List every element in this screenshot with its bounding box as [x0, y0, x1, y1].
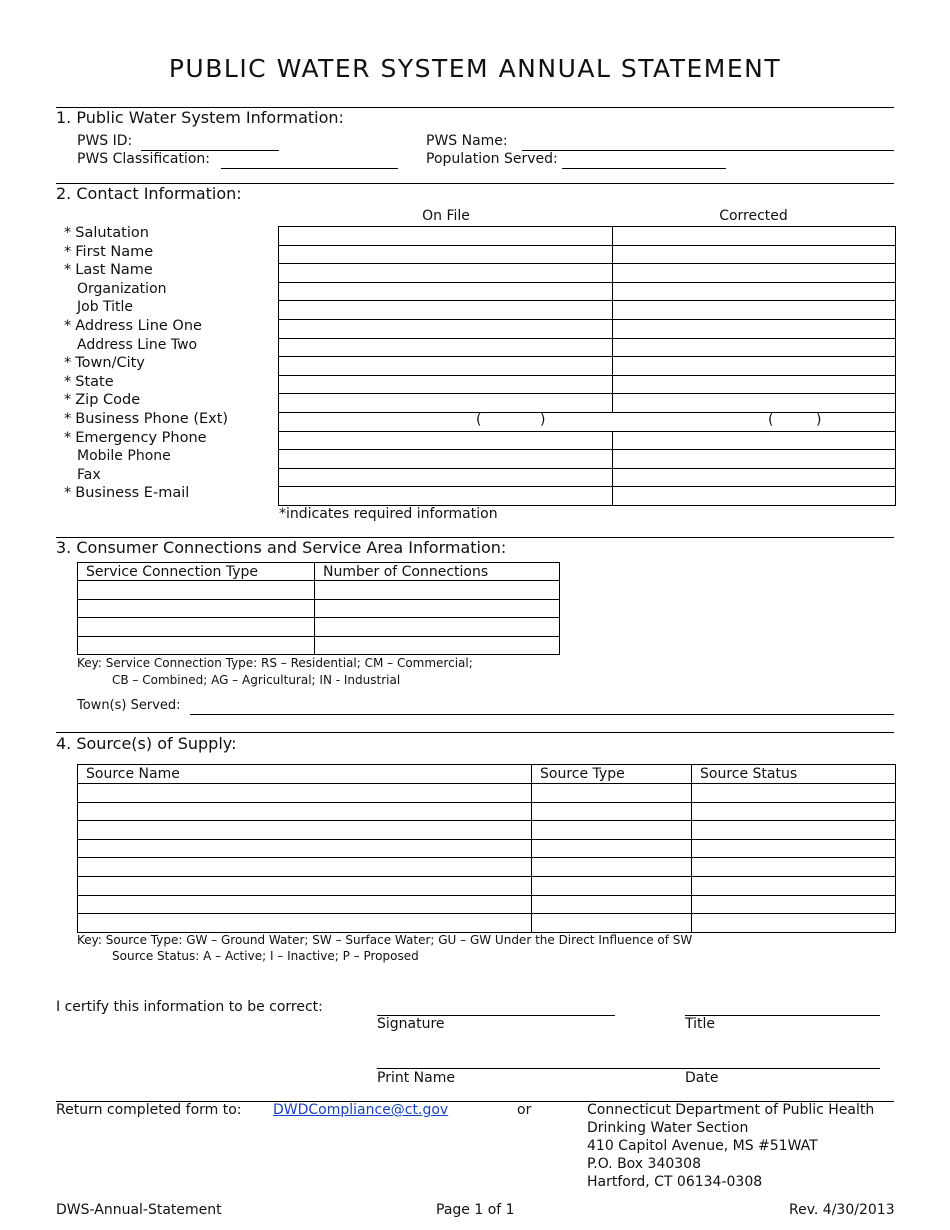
contact-on-file-cell[interactable] — [279, 412, 613, 431]
contact-corrected-cell[interactable] — [613, 301, 896, 320]
contact-on-file-cell[interactable] — [279, 301, 613, 320]
contact-row — [279, 412, 896, 431]
source-type-cell[interactable] — [532, 802, 692, 821]
source-row — [78, 784, 896, 803]
contact-row — [279, 394, 896, 413]
source-row — [78, 858, 896, 877]
contact-corrected-cell[interactable] — [613, 412, 896, 431]
contact-label-text: Business Phone (Ext) — [75, 411, 229, 427]
contact-label-text: First Name — [75, 243, 154, 260]
number-of-connections-header: Number of Connections — [315, 563, 560, 581]
contact-on-file-cell[interactable] — [279, 264, 613, 283]
source-name-cell[interactable] — [78, 821, 532, 840]
contact-label-text: Job Title — [77, 299, 134, 316]
contact-row — [279, 450, 896, 469]
connection-type-cell[interactable] — [78, 599, 315, 618]
address-line: P.O. Box 340308 — [587, 1156, 701, 1172]
contact-row — [279, 227, 896, 246]
source-name-cell[interactable] — [78, 784, 532, 803]
revision-date: Rev. 4/30/2013 — [789, 1202, 895, 1218]
form-id: DWS-Annual-Statement — [56, 1202, 222, 1218]
service-connection-type-header: Service Connection Type — [78, 563, 315, 581]
towns-served-label: Town(s) Served: — [77, 698, 181, 713]
connection-count-cell[interactable] — [315, 636, 560, 655]
contact-label-emergency-phone — [64, 430, 207, 446]
required-footnote: *indicates required information — [279, 506, 498, 522]
section-4-heading: 4. Source(s) of Supply: — [56, 734, 237, 753]
source-type-cell[interactable] — [532, 821, 692, 840]
pws-classification-field[interactable] — [221, 168, 398, 169]
certification-statement: I certify this information to be correct: — [56, 999, 323, 1015]
extension-parenthesis: ) — [816, 412, 822, 428]
contact-on-file-cell[interactable] — [279, 282, 613, 301]
source-type-cell[interactable] — [532, 839, 692, 858]
source-row — [78, 876, 896, 895]
source-type-key: Key: Source Type: GW – Ground Water; SW – Surface Water; GU – GW Under the Direct Influence of SW — [77, 933, 693, 947]
source-type-cell[interactable] — [532, 895, 692, 914]
pws-id-label: PWS ID: — [77, 133, 133, 149]
contact-on-file-cell[interactable] — [279, 357, 613, 376]
contact-information-table — [278, 226, 896, 506]
source-type-header: Source Type — [532, 765, 692, 784]
contact-label-zip-code — [64, 392, 140, 408]
source-name-header: Source Name — [78, 765, 532, 784]
required-marker: * — [64, 429, 72, 446]
contact-label-state — [64, 374, 114, 390]
pws-name-field[interactable] — [522, 150, 894, 151]
connection-row — [78, 581, 560, 600]
required-marker: * — [64, 262, 72, 279]
email-link[interactable]: DWDCompliance@ct.gov — [273, 1102, 449, 1118]
source-row — [78, 821, 896, 840]
contact-on-file-cell[interactable] — [279, 245, 613, 264]
connection-count-cell[interactable] — [315, 599, 560, 618]
source-status-cell[interactable] — [692, 895, 896, 914]
contact-label-text: Last Name — [75, 262, 153, 279]
connection-count-cell[interactable] — [315, 618, 560, 637]
source-name-cell[interactable] — [78, 876, 532, 895]
contact-label-text: Town/City — [75, 355, 145, 372]
source-status-cell[interactable] — [692, 858, 896, 877]
source-row — [78, 895, 896, 914]
contact-row — [279, 487, 896, 506]
contact-label-text: Mobile Phone — [77, 448, 171, 465]
contact-corrected-cell[interactable] — [613, 338, 896, 357]
source-status-header: Source Status — [692, 765, 896, 784]
address-line: Drinking Water Section — [587, 1120, 749, 1136]
source-status-cell[interactable] — [692, 839, 896, 858]
contact-label-business-e-mail — [64, 485, 189, 501]
pws-name-label: PWS Name: — [426, 133, 508, 149]
contact-corrected-cell[interactable] — [613, 319, 896, 338]
contact-row — [279, 264, 896, 283]
contact-label-text: State — [75, 373, 114, 390]
source-row — [78, 839, 896, 858]
contact-corrected-cell[interactable] — [613, 245, 896, 264]
contact-row — [279, 375, 896, 394]
contact-row — [279, 245, 896, 264]
contact-label-text: Salutation — [75, 225, 149, 241]
source-status-cell[interactable] — [692, 784, 896, 803]
page-title: PUBLIC WATER SYSTEM ANNUAL STATEMENT — [168, 54, 782, 83]
source-type-cell[interactable] — [532, 914, 692, 933]
connection-type-key-continued: CB – Combined; AG – Agricultural; IN - Industrial — [112, 673, 401, 687]
contact-label-salutation — [64, 225, 149, 241]
required-marker: * — [64, 225, 72, 241]
contact-on-file-cell[interactable] — [279, 468, 613, 487]
contact-row — [279, 282, 896, 301]
contact-on-file-cell[interactable] — [279, 431, 613, 450]
connection-type-cell[interactable] — [78, 636, 315, 655]
page-number: Page 1 of 1 — [436, 1202, 515, 1218]
section-2-heading: 2. Contact Information: — [56, 184, 242, 203]
or-label: or — [517, 1102, 532, 1118]
on-file-column-header: On File — [422, 208, 470, 224]
service-connections-table — [77, 562, 560, 655]
contact-row — [279, 431, 896, 450]
connection-type-cell[interactable] — [78, 581, 315, 600]
source-row — [78, 802, 896, 821]
extension-parenthesis: ( — [476, 412, 482, 428]
connection-count-cell[interactable] — [315, 581, 560, 600]
date-field[interactable] — [685, 1068, 880, 1069]
source-status-cell[interactable] — [692, 914, 896, 933]
signature-label: Signature — [377, 1016, 445, 1032]
source-name-cell[interactable] — [78, 895, 532, 914]
connection-row — [78, 636, 560, 655]
population-served-field[interactable] — [562, 168, 726, 169]
required-marker: * — [64, 411, 72, 427]
source-row — [78, 914, 896, 933]
source-name-cell[interactable] — [78, 802, 532, 821]
contact-corrected-cell[interactable] — [613, 468, 896, 487]
source-type-cell[interactable] — [532, 858, 692, 877]
source-status-cell[interactable] — [692, 802, 896, 821]
contact-label-town-city — [64, 355, 145, 371]
contact-label-address-line-one — [64, 318, 202, 334]
contact-on-file-cell[interactable] — [279, 227, 613, 246]
contact-row — [279, 319, 896, 338]
connection-row — [78, 618, 560, 637]
contact-on-file-cell[interactable] — [279, 487, 613, 506]
contact-corrected-cell[interactable] — [613, 357, 896, 376]
contact-row — [279, 301, 896, 320]
contact-label-first-name — [64, 244, 153, 260]
required-marker: * — [64, 485, 72, 502]
contact-on-file-cell[interactable] — [279, 338, 613, 357]
required-marker: * — [64, 392, 72, 409]
source-name-cell[interactable] — [78, 858, 532, 877]
source-name-cell[interactable] — [78, 914, 532, 933]
contact-label-text: Emergency Phone — [75, 429, 207, 446]
required-marker: * — [64, 373, 72, 390]
contact-label-organization — [77, 281, 167, 297]
connection-type-cell[interactable] — [78, 618, 315, 637]
divider — [56, 732, 894, 733]
connection-row — [78, 599, 560, 618]
contact-corrected-cell[interactable] — [613, 394, 896, 413]
corrected-column-header: Corrected — [719, 208, 788, 224]
pws-classification-label: PWS Classification: — [77, 151, 210, 167]
contact-label-address-line-two — [77, 337, 197, 353]
contact-row — [279, 338, 896, 357]
contact-corrected-cell[interactable] — [613, 487, 896, 506]
contact-corrected-cell[interactable] — [613, 264, 896, 283]
contact-corrected-cell[interactable] — [613, 227, 896, 246]
source-type-cell[interactable] — [532, 784, 692, 803]
contact-label-text: Zip Code — [75, 392, 141, 409]
source-name-cell[interactable] — [78, 839, 532, 858]
source-status-key: Source Status: A – Active; I – Inactive; P – Proposed — [112, 949, 419, 963]
contact-label-text: Address Line One — [75, 318, 202, 334]
contact-label-text: Address Line Two — [77, 336, 198, 353]
contact-row — [279, 468, 896, 487]
print-name-label: Print Name — [377, 1070, 455, 1086]
title-label: Title — [685, 1016, 716, 1032]
contact-label-mobile-phone — [77, 448, 171, 464]
section-3-heading: 3. Consumer Connections and Service Area Information: — [56, 538, 507, 557]
address-line: Hartford, CT 06134-0308 — [587, 1174, 763, 1190]
contact-on-file-cell[interactable] — [279, 394, 613, 413]
population-served-label: Population Served: — [426, 151, 558, 167]
towns-served-field[interactable] — [190, 714, 894, 715]
required-marker: * — [64, 355, 72, 372]
contact-corrected-cell[interactable] — [613, 450, 896, 469]
contact-label-text: Fax — [77, 466, 101, 483]
contact-label-business-phone-ext — [64, 411, 228, 427]
connection-type-key: Key: Service Connection Type: RS – Residential; CM – Commercial; — [77, 656, 473, 670]
source-status-cell[interactable] — [692, 821, 896, 840]
source-type-cell[interactable] — [532, 876, 692, 895]
extension-parenthesis: ( — [768, 412, 774, 428]
contact-label-text: Business E-mail — [75, 485, 190, 502]
sources-of-supply-table — [77, 764, 896, 933]
contact-label-fax — [77, 467, 101, 483]
required-marker: * — [64, 243, 72, 260]
date-label: Date — [685, 1070, 719, 1086]
contact-row — [279, 357, 896, 376]
contact-corrected-cell[interactable] — [613, 431, 896, 450]
section-1-heading: 1. Public Water System Information: — [56, 108, 344, 127]
contact-corrected-cell[interactable] — [613, 282, 896, 301]
contact-on-file-cell[interactable] — [279, 450, 613, 469]
contact-on-file-cell[interactable] — [279, 319, 613, 338]
source-status-cell[interactable] — [692, 876, 896, 895]
contact-label-job-title — [77, 299, 133, 315]
address-line: Connecticut Department of Public Health — [587, 1102, 875, 1118]
contact-label-text: Organization — [77, 280, 167, 297]
contact-on-file-cell[interactable] — [279, 375, 613, 394]
extension-parenthesis: ) — [540, 412, 546, 428]
return-label: Return completed form to: — [56, 1102, 242, 1118]
required-marker: * — [64, 318, 72, 334]
contact-corrected-cell[interactable] — [613, 375, 896, 394]
contact-label-last-name — [64, 262, 153, 278]
address-line: 410 Capitol Avenue, MS #51WAT — [587, 1138, 818, 1154]
